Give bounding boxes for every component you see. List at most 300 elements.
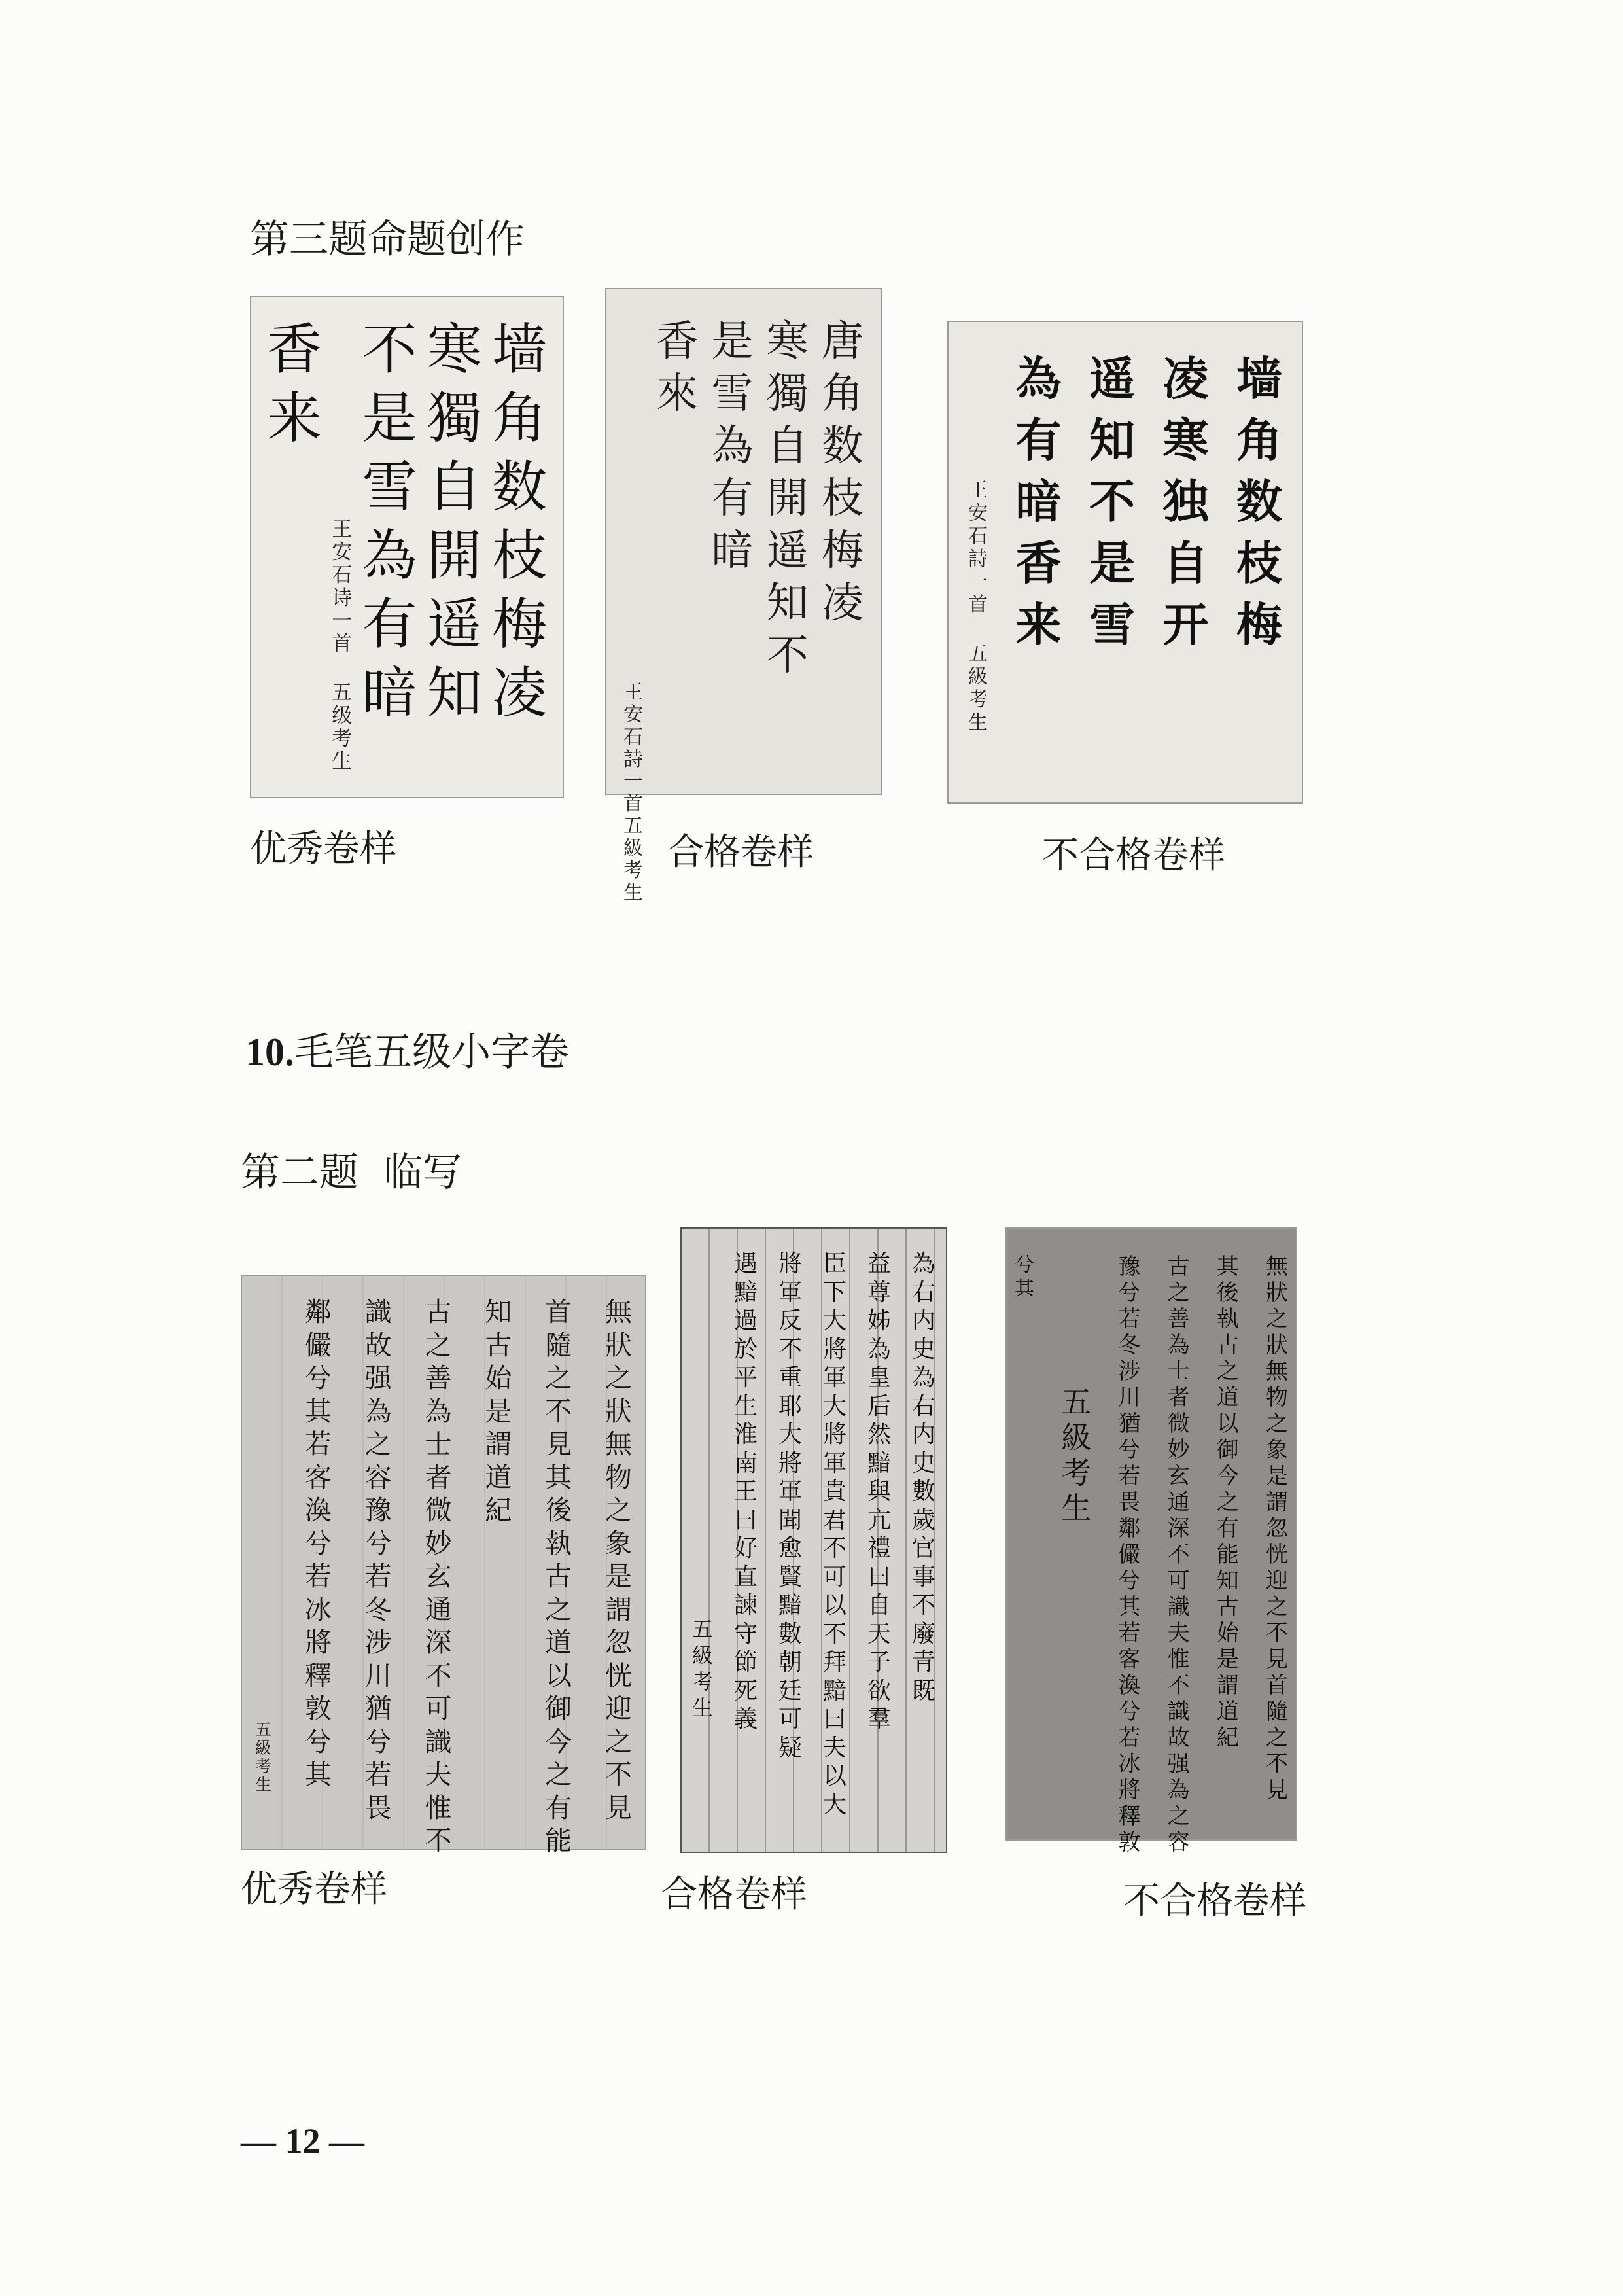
- glyph: 生: [692, 1695, 714, 1720]
- glyph: 為: [364, 1395, 392, 1427]
- glyph: 姊: [867, 1307, 891, 1334]
- glyph: 隨: [545, 1329, 572, 1361]
- glyph: 能: [545, 1825, 572, 1856]
- glyph: 是: [485, 1395, 512, 1427]
- glyph: 遥: [1089, 351, 1135, 406]
- column: [605, 1296, 632, 1829]
- glyph: 其: [304, 1759, 332, 1790]
- glyph: 不: [1167, 1542, 1190, 1568]
- glyph: 知: [1216, 1568, 1239, 1594]
- glyph: 級: [623, 837, 643, 860]
- glyph: 考: [255, 1757, 272, 1776]
- glyph: 古: [1216, 1594, 1239, 1620]
- glyph: 於: [733, 1335, 758, 1363]
- glyph: 王: [332, 518, 353, 541]
- glyph: 識: [425, 1725, 452, 1757]
- exam10-title: 毛笔五级小字卷: [294, 1029, 569, 1075]
- glyph: 其: [1015, 1277, 1034, 1300]
- glyph: 不: [425, 1825, 452, 1856]
- signature: [255, 1296, 271, 1829]
- column: [545, 1296, 572, 1856]
- glyph: 生: [968, 711, 988, 734]
- glyph: 守: [733, 1620, 758, 1648]
- glyph: 是: [604, 1561, 632, 1592]
- column: [656, 315, 698, 768]
- glyph: 獨: [427, 386, 482, 450]
- glyph: 猶: [1118, 1411, 1141, 1437]
- glyph: 知: [766, 579, 809, 627]
- glyph: 角: [1236, 413, 1282, 467]
- glyph: 曰: [822, 1706, 846, 1733]
- glyph: 墙: [491, 317, 547, 381]
- glyph: 黯: [867, 1449, 891, 1477]
- glyph: 為: [362, 523, 417, 588]
- signature-line: [623, 682, 643, 815]
- signature-line: [968, 479, 988, 616]
- glyph: 事: [911, 1563, 935, 1591]
- glyph: 其: [1216, 1254, 1239, 1280]
- glyph: 生: [332, 750, 353, 773]
- glyph: 独: [1162, 474, 1209, 529]
- glyph: 為: [425, 1395, 452, 1427]
- glyph: 内: [911, 1307, 935, 1334]
- glyph: 夫: [425, 1759, 452, 1790]
- glyph: 來: [656, 370, 699, 418]
- glyph: 遥: [766, 527, 809, 575]
- glyph: 為: [1167, 1332, 1190, 1358]
- glyph: 通: [425, 1593, 452, 1625]
- glyph: 知: [427, 661, 482, 725]
- glyph: 之: [1167, 1803, 1190, 1829]
- glyph: 自: [766, 422, 809, 470]
- glyph: 数: [491, 455, 547, 519]
- glyph: 耶: [778, 1392, 802, 1420]
- glyph: 古: [425, 1296, 452, 1328]
- glyph: 若: [1118, 1725, 1141, 1751]
- glyph: 之: [1167, 1280, 1190, 1306]
- glyph: 廷: [778, 1677, 802, 1704]
- exam10-number: 10.: [245, 1031, 294, 1074]
- glyph: 五: [255, 1720, 272, 1739]
- signature: [332, 315, 352, 779]
- glyph: 道: [485, 1461, 512, 1493]
- glyph: 將: [822, 1421, 846, 1448]
- caption-fail: 不合格卷样: [1042, 834, 1225, 877]
- glyph: 歲: [911, 1506, 935, 1534]
- glyph: 軍: [822, 1449, 846, 1477]
- glyph: 寒: [1162, 413, 1209, 467]
- glyph: 恍: [604, 1659, 632, 1691]
- signature: [692, 1250, 713, 1831]
- caption-fail: 不合格卷样: [1123, 1880, 1306, 1922]
- glyph: 生: [1061, 1491, 1092, 1526]
- glyph: 一: [332, 609, 353, 633]
- glyph: 數: [778, 1620, 802, 1648]
- glyph: 若: [1118, 1306, 1141, 1332]
- glyph: 與: [867, 1478, 891, 1505]
- glyph: 皇: [867, 1364, 891, 1391]
- glyph: 物: [604, 1461, 632, 1493]
- glyph: 安: [968, 502, 988, 525]
- glyph: 雪: [711, 370, 754, 418]
- glyph: 五: [692, 1617, 714, 1642]
- glyph: 首: [623, 792, 643, 815]
- glyph: 疑: [778, 1734, 802, 1761]
- glyph: 级: [332, 704, 353, 728]
- glyph: 通: [1167, 1489, 1190, 1515]
- glyph: 亢: [867, 1506, 891, 1534]
- glyph: 過: [733, 1307, 758, 1334]
- glyph: 寒: [766, 317, 809, 366]
- glyph: 軍: [778, 1478, 802, 1505]
- glyph: 見: [604, 1792, 632, 1824]
- glyph: 客: [1118, 1646, 1141, 1672]
- glyph: 玄: [425, 1561, 452, 1592]
- glyph: 唐: [822, 317, 864, 366]
- glyph: 以: [822, 1763, 846, 1790]
- glyph: 士: [425, 1428, 452, 1460]
- glyph: 有: [362, 592, 417, 656]
- glyph: 若: [304, 1428, 332, 1460]
- glyph: 冬: [364, 1593, 392, 1625]
- glyph: 曰: [733, 1506, 758, 1534]
- glyph: 惟: [1167, 1646, 1190, 1672]
- glyph: 不: [425, 1659, 452, 1691]
- glyph: 之: [1216, 1489, 1239, 1515]
- column: [712, 315, 754, 768]
- glyph: 深: [425, 1627, 452, 1658]
- glyph: 来: [1015, 597, 1062, 652]
- glyph: 玄: [1167, 1463, 1190, 1489]
- glyph: 識: [364, 1296, 392, 1328]
- column: [1118, 1254, 1141, 1856]
- glyph: 考: [968, 688, 988, 711]
- glyph: 数: [822, 422, 864, 470]
- glyph: 有: [545, 1792, 572, 1824]
- glyph: 忽: [1265, 1515, 1288, 1542]
- glyph: 石: [968, 525, 988, 548]
- top-fail-sample: [947, 321, 1303, 804]
- glyph: 首: [332, 632, 353, 656]
- column: [492, 315, 547, 779]
- glyph: 以: [822, 1592, 846, 1619]
- glyph: 儼: [1118, 1542, 1141, 1568]
- bottom-fail-sample: [1005, 1227, 1297, 1856]
- glyph: 考: [332, 727, 353, 751]
- exam10-heading: [245, 1029, 569, 1075]
- glyph: 能: [1216, 1542, 1239, 1568]
- glyph: 謂: [485, 1428, 512, 1460]
- glyph: 不: [1089, 474, 1135, 529]
- glyph: 古: [1167, 1254, 1190, 1280]
- glyph: 子: [867, 1649, 891, 1676]
- glyph: 無: [604, 1296, 632, 1328]
- glyph: 强: [364, 1362, 392, 1394]
- glyph: 内: [911, 1421, 935, 1448]
- glyph: 川: [1118, 1385, 1141, 1411]
- glyph: 若: [1118, 1620, 1141, 1646]
- glyph: 黯: [822, 1677, 846, 1704]
- glyph: 大: [822, 1791, 846, 1818]
- glyph: 微: [1167, 1411, 1190, 1437]
- glyph: 凌: [491, 661, 547, 725]
- glyph: 後: [545, 1494, 572, 1526]
- glyph: 級: [1061, 1420, 1092, 1455]
- glyph: 若: [364, 1561, 392, 1592]
- glyph: 君: [822, 1506, 846, 1534]
- glyph: 古: [485, 1329, 512, 1361]
- signature: [968, 348, 988, 776]
- glyph: 之: [425, 1329, 452, 1361]
- glyph: 之: [364, 1428, 392, 1460]
- glyph: 五: [1061, 1385, 1092, 1420]
- glyph: 為: [1015, 351, 1062, 406]
- glyph: 后: [867, 1392, 891, 1420]
- glyph: 狀: [1265, 1280, 1288, 1306]
- glyph: 重: [778, 1364, 802, 1391]
- column: [362, 315, 417, 779]
- glyph: 淮: [733, 1421, 758, 1448]
- glyph: 欲: [867, 1677, 891, 1704]
- glyph: 貴: [822, 1478, 846, 1505]
- glyph: 兮: [304, 1527, 332, 1559]
- glyph: 右: [911, 1279, 935, 1306]
- caption-excellent: 优秀卷样: [241, 1868, 387, 1911]
- glyph: 拜: [822, 1649, 846, 1676]
- glyph: 雪: [1089, 597, 1135, 652]
- glyph: 之: [1216, 1358, 1239, 1385]
- glyph: 故: [1167, 1725, 1190, 1751]
- glyph: 枝: [491, 523, 547, 588]
- glyph: 暗: [362, 661, 417, 725]
- glyph: 官: [911, 1535, 935, 1562]
- glyph: 今: [545, 1725, 572, 1757]
- glyph: 不: [362, 317, 417, 381]
- glyph: 御: [545, 1693, 572, 1724]
- glyph: 之: [1265, 1594, 1288, 1620]
- glyph: 生: [623, 881, 643, 904]
- glyph: 豫: [1118, 1254, 1141, 1280]
- glyph: 後: [1216, 1280, 1239, 1306]
- glyph: 不: [766, 631, 809, 680]
- signature-line: [692, 1616, 713, 1721]
- glyph: 墙: [1236, 351, 1282, 406]
- glyph: 涉: [364, 1627, 392, 1658]
- glyph: 梅: [822, 527, 864, 575]
- signature-line: [1061, 1385, 1091, 1526]
- glyph: 遥: [427, 592, 482, 656]
- signature: [623, 315, 643, 904]
- glyph: 愈: [778, 1535, 802, 1562]
- caption-pass: 合格卷样: [667, 831, 814, 874]
- glyph: 之: [545, 1759, 572, 1790]
- glyph: 可: [778, 1706, 802, 1733]
- glyph: 之: [545, 1593, 572, 1625]
- column: [1217, 1254, 1239, 1814]
- caption-pass: 合格卷样: [661, 1873, 807, 1916]
- glyph: 生: [733, 1392, 758, 1420]
- glyph: 五: [968, 643, 988, 665]
- glyph: 猶: [364, 1693, 392, 1724]
- glyph: 為: [867, 1335, 891, 1363]
- glyph: 見: [545, 1428, 572, 1460]
- glyph: 道: [1216, 1699, 1239, 1725]
- glyph: 反: [778, 1307, 802, 1334]
- glyph: 可: [1167, 1568, 1190, 1594]
- glyph: 象: [604, 1527, 632, 1559]
- glyph: 妙: [425, 1527, 452, 1559]
- glyph: 既: [911, 1677, 935, 1704]
- glyph: 開: [427, 523, 482, 588]
- glyph: 象: [1265, 1437, 1288, 1463]
- glyph: 王: [733, 1478, 758, 1505]
- glyph: 大: [822, 1392, 846, 1420]
- glyph: 級: [968, 665, 988, 688]
- glyph: 為: [911, 1250, 935, 1277]
- glyph: 道: [545, 1627, 572, 1658]
- glyph: 王: [623, 681, 643, 704]
- glyph: 將: [778, 1250, 802, 1277]
- glyph: 有: [1216, 1515, 1239, 1542]
- glyph: 物: [1265, 1385, 1288, 1411]
- glyph: 詩: [623, 748, 643, 771]
- column: [1016, 348, 1062, 776]
- column: [1089, 348, 1135, 776]
- glyph: 不: [604, 1759, 632, 1790]
- glyph: 梅: [491, 592, 547, 656]
- glyph: 安: [623, 703, 643, 726]
- glyph: 王: [968, 479, 988, 502]
- signature-line: [332, 518, 352, 656]
- column: [305, 1296, 332, 1829]
- glyph: 五: [332, 681, 353, 705]
- glyph: 迎: [1265, 1568, 1288, 1594]
- glyph: 是: [1265, 1463, 1288, 1489]
- glyph: 兮: [1118, 1437, 1141, 1463]
- glyph: 史: [911, 1335, 935, 1363]
- column: [425, 1296, 452, 1856]
- glyph: 兮: [1118, 1568, 1141, 1594]
- glyph: 强: [1167, 1751, 1190, 1777]
- column: [365, 1296, 392, 1829]
- glyph: 若: [304, 1561, 332, 1592]
- glyph: 首: [1265, 1672, 1288, 1699]
- glyph: 自: [867, 1592, 891, 1619]
- signature-line: [623, 815, 643, 904]
- signature: [1061, 1254, 1091, 1814]
- glyph: 節: [733, 1649, 758, 1676]
- glyph: 首: [545, 1296, 572, 1328]
- glyph: 臣: [822, 1250, 846, 1277]
- glyph: 無: [1265, 1358, 1288, 1385]
- glyph: 狀: [1265, 1332, 1288, 1358]
- glyph: 暗: [711, 527, 754, 575]
- glyph: 始: [1216, 1620, 1239, 1646]
- column: [767, 315, 809, 768]
- glyph: 知: [1089, 413, 1135, 467]
- glyph: 香: [656, 317, 699, 366]
- glyph: 南: [733, 1449, 758, 1477]
- glyph: 恍: [1265, 1542, 1288, 1568]
- glyph: 羣: [867, 1706, 891, 1733]
- glyph: 暗: [1015, 474, 1062, 529]
- glyph: 兮: [1015, 1254, 1034, 1277]
- glyph: 诗: [332, 586, 353, 610]
- glyph: 有: [1015, 413, 1062, 467]
- glyph: 謂: [1265, 1489, 1288, 1515]
- glyph: 其: [304, 1395, 332, 1427]
- glyph: 有: [711, 474, 754, 523]
- glyph: 寒: [427, 317, 482, 381]
- column: [267, 315, 322, 779]
- glyph: 不: [1265, 1620, 1288, 1646]
- glyph: 識: [1167, 1699, 1190, 1725]
- glyph: 枝: [1236, 536, 1282, 590]
- glyph: 以: [1216, 1411, 1239, 1437]
- glyph: 級: [692, 1643, 714, 1668]
- glyph: 自: [427, 455, 482, 519]
- glyph: 之: [545, 1362, 572, 1394]
- glyph: 之: [1265, 1725, 1288, 1751]
- column: [822, 315, 864, 768]
- glyph: 益: [867, 1250, 891, 1277]
- glyph: 兮: [304, 1725, 332, 1757]
- glyph: 直: [733, 1563, 758, 1591]
- glyph: 枝: [822, 474, 864, 523]
- glyph: 不: [822, 1620, 846, 1648]
- glyph: 渙: [304, 1494, 332, 1526]
- glyph: 為: [1167, 1777, 1190, 1803]
- glyph: 紀: [1216, 1725, 1239, 1751]
- glyph: 諫: [733, 1592, 758, 1619]
- glyph: 畏: [364, 1792, 392, 1824]
- glyph: 不: [545, 1395, 572, 1427]
- glyph: 五: [623, 815, 643, 838]
- glyph: 兮: [364, 1527, 392, 1559]
- glyph: 不: [822, 1535, 846, 1562]
- glyph: 將: [304, 1627, 332, 1658]
- column: [1015, 1254, 1034, 1814]
- glyph: 敦: [1118, 1829, 1141, 1856]
- glyph: 故: [364, 1329, 392, 1361]
- glyph: 下: [822, 1279, 846, 1306]
- page-number: — 12 —: [241, 2121, 364, 2161]
- glyph: 敦: [304, 1693, 332, 1724]
- glyph: 為: [911, 1364, 935, 1391]
- bottom-excellent-sample: [241, 1275, 646, 1856]
- glyph: 死: [733, 1677, 758, 1704]
- glyph: 数: [1236, 474, 1282, 529]
- glyph: 為: [711, 422, 754, 470]
- glyph: 兮: [1118, 1280, 1141, 1306]
- glyph: 其: [1118, 1594, 1141, 1620]
- glyph: 畏: [1118, 1489, 1141, 1515]
- glyph: 之: [1265, 1306, 1288, 1332]
- glyph: 是: [1216, 1646, 1239, 1672]
- glyph: 鄰: [1118, 1515, 1141, 1542]
- glyph: 来: [267, 386, 323, 450]
- glyph: 考: [692, 1669, 714, 1694]
- glyph: 右: [911, 1392, 935, 1420]
- column: [1266, 1254, 1288, 1814]
- glyph: 兮: [364, 1725, 392, 1757]
- glyph: 自: [1162, 536, 1209, 590]
- glyph: 史: [911, 1449, 935, 1477]
- glyph: 開: [766, 474, 809, 523]
- glyph: 釋: [304, 1659, 332, 1691]
- glyph: 兮: [1118, 1699, 1141, 1725]
- glyph: 其: [545, 1461, 572, 1493]
